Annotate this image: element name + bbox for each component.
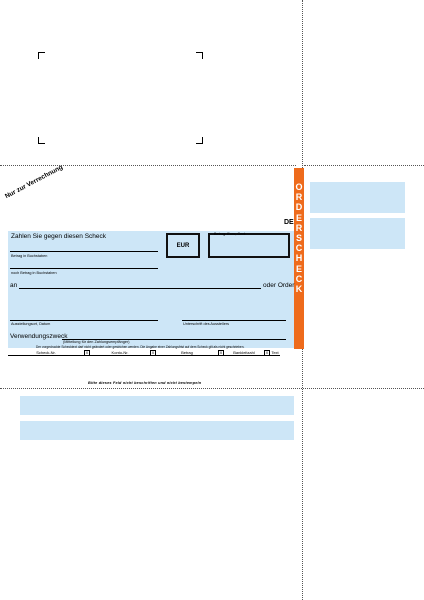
purpose-note: (Mitteilung für den Zahlungsempfänger) (63, 340, 130, 344)
signature-line[interactable] (182, 320, 286, 321)
strip-letter: D (295, 202, 303, 213)
payee-prefix: an (10, 282, 18, 289)
amount-words-label: Betrag in Buchstaben (11, 254, 48, 258)
address-window-corner-tr (196, 52, 203, 59)
perforation-top-right (304, 165, 424, 166)
payee-suffix: oder Order (263, 282, 295, 289)
perforation-bottom (0, 388, 424, 389)
signature-label: Unterschrift des Ausstellers (183, 322, 230, 326)
orderscheck-strip (294, 168, 304, 349)
amount-field[interactable] (208, 233, 290, 258)
strip-letter: C (295, 273, 303, 284)
place-date-label: Ausstellungsort, Datum (11, 322, 51, 326)
strip-letter: O (295, 182, 303, 192)
strip-letter: E (295, 263, 302, 274)
side-field-1[interactable] (310, 182, 405, 213)
disclaimer-text: Der vorgedruckte Schecktext darf nicht geändert oder gestrichen werden. Die Angabe einer Zahlungsfrist auf dem Scheck gilt als nicht geschrieben. (36, 345, 245, 349)
code-account-no: Konto-Nr. (90, 350, 150, 356)
currency-box: EUR (166, 233, 200, 258)
purpose-label: Verwendungszweck (10, 333, 68, 340)
pay-label: Zahlen Sie gegen diesen Scheck (11, 233, 107, 240)
side-field-2[interactable] (310, 218, 405, 249)
code-amount: Betrag (156, 350, 218, 356)
strip-letter: K (295, 284, 303, 295)
address-window-corner-bl (38, 137, 45, 144)
address-window-corner-tl (38, 52, 45, 59)
strip-letter: R (295, 192, 303, 203)
strip-letter: E (295, 212, 302, 223)
perforation-top-left (0, 165, 296, 166)
code-text: Text (271, 349, 279, 355)
payee-line[interactable] (19, 288, 261, 289)
do-not-write-note: Bitte dieses Feld nicht beschriften und nicht bestempeln (88, 381, 202, 385)
orderscheck-label (294, 182, 304, 294)
amount-words-line[interactable] (10, 251, 158, 252)
code-separator: X (219, 350, 223, 355)
code-separator: X (85, 350, 89, 355)
amount-label: Betrag: Euro, Cent (214, 232, 246, 236)
code-line (8, 349, 286, 356)
strip-letter: R (295, 222, 303, 233)
place-date-line[interactable] (10, 320, 158, 321)
bottom-field-2[interactable] (20, 421, 294, 440)
address-window-corner-br (196, 137, 203, 144)
strip-letter: C (295, 243, 303, 254)
amount-words-line-2[interactable] (10, 268, 158, 269)
code-separator: X (265, 350, 269, 355)
code-bank-code: Bankleitzahl (224, 350, 264, 356)
bottom-field-1[interactable] (20, 396, 294, 415)
amount-words-label-2: noch Betrag in Buchstaben (11, 271, 57, 275)
crossed-cheque-stamp: Nur zur Verrechnung (4, 163, 65, 201)
country-code: DE (284, 219, 294, 226)
code-separator: X (151, 350, 155, 355)
strip-letter: S (295, 233, 302, 244)
code-cheque-no: Scheck-Nr. (8, 350, 84, 356)
strip-letter: H (295, 253, 303, 264)
